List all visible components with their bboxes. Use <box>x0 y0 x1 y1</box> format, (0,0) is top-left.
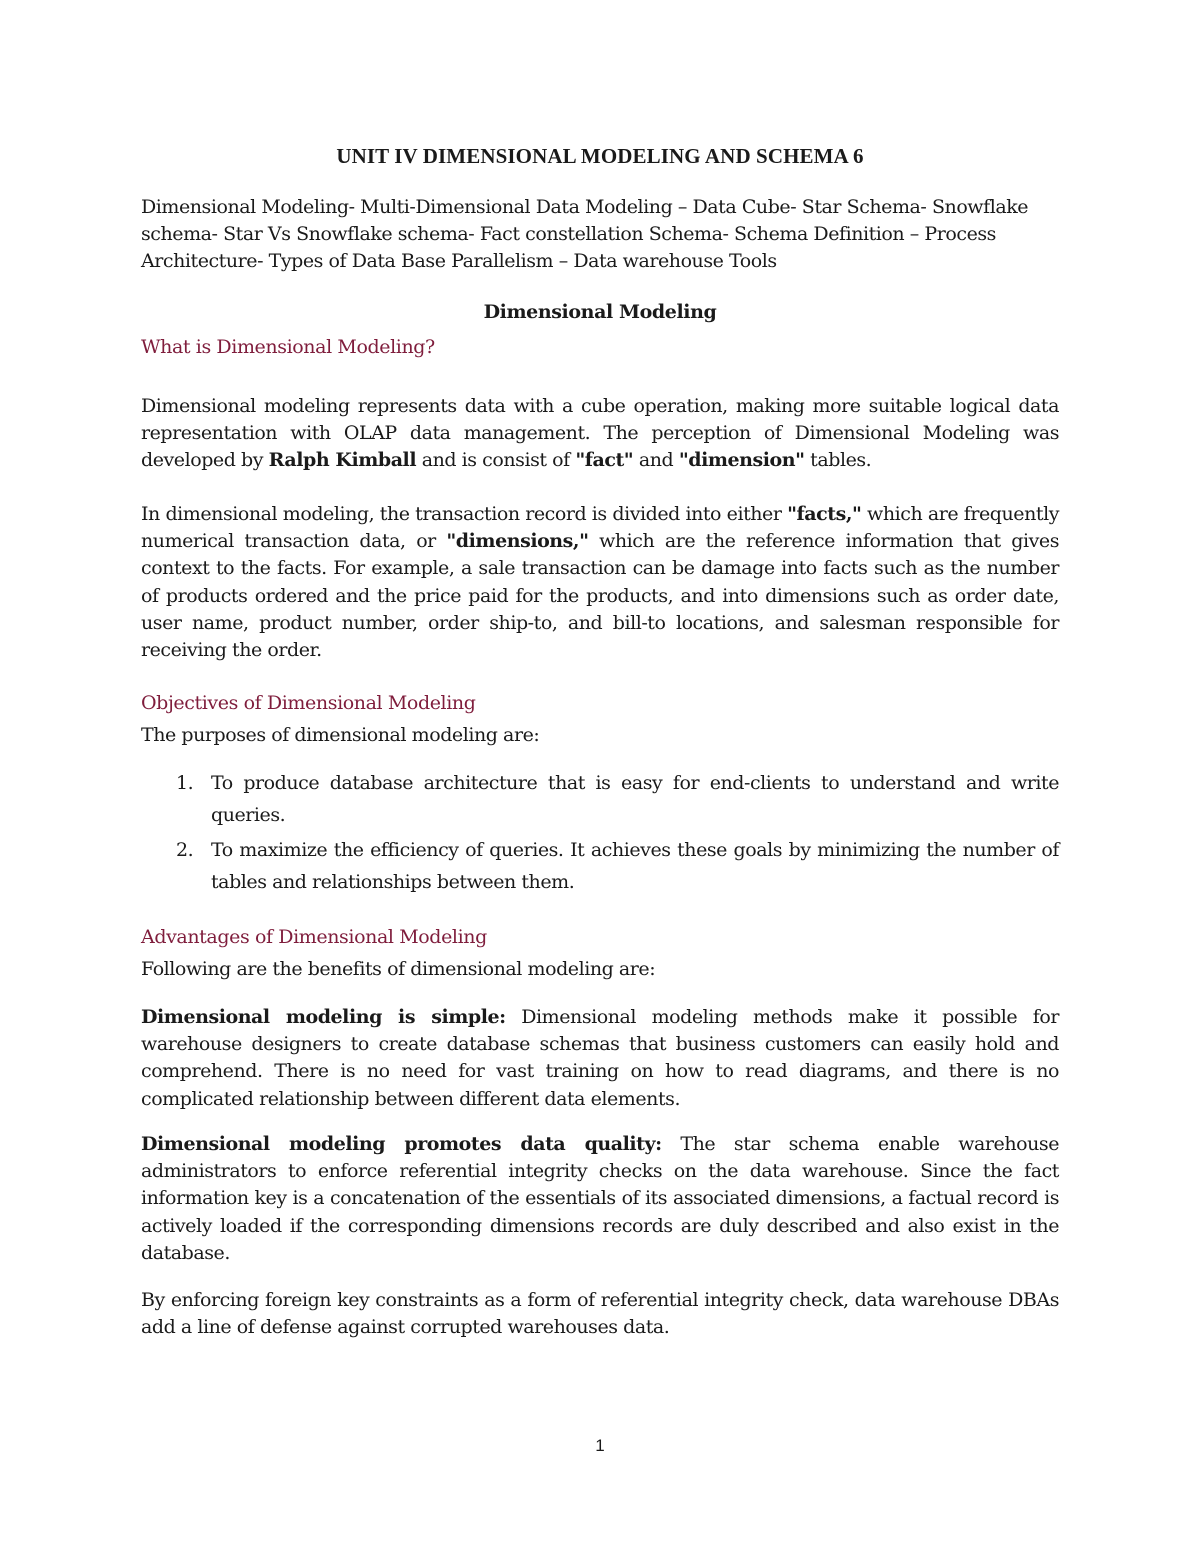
list-item <box>141 835 1059 898</box>
bold-term: Dimensional modeling is simple: <box>141 1006 506 1028</box>
list-text: To produce database architecture that is easy for end-clients to understand and write queries. <box>211 772 1059 826</box>
bold-term: "fact" <box>575 449 634 472</box>
bold-term: "facts," <box>787 503 862 525</box>
unit-title: UNIT IV DIMENSIONAL MODELING AND SCHEMA 6 <box>336 144 864 168</box>
heading-what-is: What is Dimensional Modeling? <box>141 336 435 358</box>
bold-term: Dimensional modeling promotes data quality: <box>141 1133 662 1155</box>
paragraph-definition: Dimensional modeling represents data with a cube operation, making more suitable logical data representation with OLAP data management. The perception of Dimensional Modeling was developed by Ralph Kimball and is consist of "fact" and "dimension" tables. <box>141 395 1059 472</box>
paragraph-facts-dimensions: In dimensional modeling, the transaction record is divided into either "facts," which are frequently numerical transaction data, or "dimensions," which are the reference information that gives context to the facts. For example, a sale transaction can be damage into facts such as the number of products ordered and the price paid for the products, and into dimensions such as order date, user name, product number, order ship-to, and bill-to locations, and salesman responsible for receiving the order. <box>141 503 1059 662</box>
page-number: 1 <box>595 1436 605 1455</box>
advantages-intro: Following are the benefits of dimensional modeling are: <box>141 958 656 980</box>
bold-term: Ralph Kimball <box>268 449 417 472</box>
bold-term: "dimension" <box>678 449 805 472</box>
document-page <box>141 0 1059 1553</box>
objectives-intro: The purposes of dimensional modeling are: <box>141 724 540 746</box>
list-number: 1. <box>176 772 194 794</box>
paragraph-foreign-keys: By enforcing foreign key constraints as a form of referential integrity check, data warehouse DBAs add a line of defense against corrupted warehouses data. <box>141 1289 1059 1339</box>
paragraph-data-quality: Dimensional modeling promotes data quality: The star schema enable warehouse administrators to enforce referential integrity checks on the data warehouse. Since the fact information key is a concatenation of the essentials of its associated dimensions, a factual record is actively loaded if the corresponding dimensions records are duly described and also exist in the database. <box>141 1133 1059 1264</box>
list-item <box>141 768 1059 831</box>
heading-advantages: Advantages of Dimensional Modeling <box>141 926 487 948</box>
bold-term: "dimensions," <box>446 530 589 553</box>
list-number: 2. <box>176 839 194 861</box>
heading-objectives: Objectives of Dimensional Modeling <box>141 692 476 714</box>
syllabus-topics: Dimensional Modeling- Multi-Dimensional Data Modeling – Data Cube- Star Schema- Snowflake schema- Star Vs Snowflake schema- Fact constellation Schema- Schema Definition – Process Architecture- Types of Data Base Parallelism – Data warehouse Tools <box>141 196 1029 272</box>
section-title: Dimensional Modeling <box>483 301 717 323</box>
list-text: To maximize the efficiency of queries. It achieves these goals by minimizing the number of tables and relationships between them. <box>211 839 1059 893</box>
paragraph-simple: Dimensional modeling is simple: Dimensional modeling methods make it possible for warehouse designers to create database schemas that business customers can easily hold and comprehend. There is no need for vast training on how to read diagrams, and there is no complicated relationship between different data elements. <box>141 1006 1060 1110</box>
objectives-list <box>141 768 1059 898</box>
